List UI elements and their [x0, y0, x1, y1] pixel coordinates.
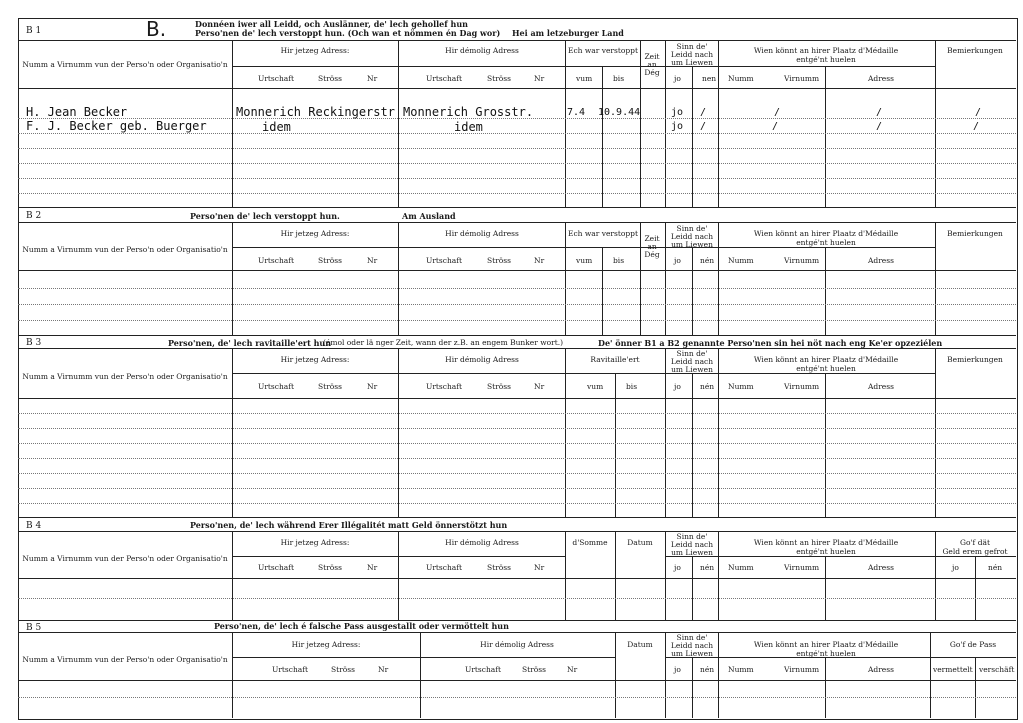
col-header-nr: Nr — [367, 256, 378, 265]
col-header-adress: Adress — [868, 256, 894, 265]
col-header-nr: Nr — [534, 563, 545, 572]
col-header-from: vum — [587, 382, 604, 391]
col-header-nr: Nr — [567, 665, 578, 674]
col-header-medal: entgé'nt huelen — [796, 364, 856, 373]
col-header-yes: jo — [674, 563, 681, 572]
entry-name: F. J. Becker geb. Buerger — [26, 119, 207, 133]
section-code: B 3 — [26, 338, 42, 348]
col-header-medal: Wien könnt an hirer Plaatz d'Médaille — [753, 229, 899, 238]
col-header-harm: um Liewen — [671, 58, 713, 67]
col-header-harm: Leidd nach — [670, 50, 714, 59]
col-header-harm: um Liewen — [671, 649, 713, 658]
col-header-medal: entgé'nt huelen — [796, 547, 856, 556]
col-header-street: Ströss — [487, 563, 511, 572]
entry-from: 7.4 — [567, 107, 586, 118]
col-header-no: nén — [700, 382, 715, 391]
col-header-time: Dég — [644, 68, 660, 77]
col-header-remarks: Bemierkungen — [947, 229, 1003, 238]
col-header-harm: Sinn de' — [676, 349, 708, 358]
col-header-harm: um Liewen — [671, 240, 713, 249]
section-code: B 5 — [26, 623, 42, 633]
col-header-former-address: Hir démolig Adress — [480, 640, 554, 649]
col-header-time: an — [647, 242, 657, 251]
col-header-sum: d'Somme — [572, 538, 608, 547]
col-header-current-address: Hir jetzeg Adress: — [280, 46, 350, 55]
col-header-town: Urtschaft — [465, 665, 502, 674]
col-header-street: Ströss — [318, 256, 342, 265]
col-header-harm: um Liewen — [671, 548, 713, 557]
col-header-from: vum — [576, 74, 593, 83]
col-header-no: nén — [700, 665, 715, 674]
col-header-numm: Numm — [728, 256, 754, 265]
col-header-no: nén — [988, 563, 1003, 572]
entry-current-address: idem — [262, 120, 291, 134]
col-header-harm: Leidd nach — [670, 540, 714, 549]
entry-current-address: Monnerich Reckingerstr — [236, 105, 395, 119]
col-header-nr: Nr — [367, 563, 378, 572]
col-header-to: bis — [613, 256, 625, 265]
section-title-extra: De' önner B1 a B2 genannte Perso'nen sin hei nöt nach eng Ke'er opzeziélen — [598, 338, 943, 348]
col-header-virnumm: Virnumm — [784, 382, 820, 391]
col-header-numm: Numm — [728, 563, 754, 572]
col-header-numm: Numm — [728, 74, 754, 83]
col-header-harm: Leidd nach — [670, 232, 714, 241]
section-title: Perso'nen, de' lech während Erer Illégalitét matt Geld önnerstötzt hun — [190, 520, 508, 530]
entry-former-address: Monnerich Grosstr. — [403, 105, 534, 119]
col-header-harm: um Liewen — [671, 365, 713, 374]
col-header-street: Ströss — [318, 74, 342, 83]
col-header-numm: Numm — [728, 382, 754, 391]
col-header-town: Urtschaft — [258, 74, 295, 83]
section-code: B 1 — [26, 26, 42, 36]
col-header-town: Urtschaft — [258, 563, 295, 572]
col-header-town: Urtschaft — [426, 256, 463, 265]
col-header-nr: Nr — [534, 256, 545, 265]
section-title-place: Am Ausland — [402, 211, 456, 221]
col-header-street: Ströss — [318, 563, 342, 572]
col-header-no: nen — [702, 74, 717, 83]
section-title: Perso'nen de' lech verstoppt hun. — [190, 211, 340, 221]
col-header-virnumm: Virnumm — [784, 74, 820, 83]
col-header-yes: jo — [952, 563, 959, 572]
col-header-virnumm: Virnumm — [784, 665, 820, 674]
col-header-to: bis — [613, 74, 625, 83]
col-header-name: Numm a Virnumm vun der Perso'n oder Organisatio'n — [22, 554, 228, 563]
col-header-street: Ströss — [487, 256, 511, 265]
col-header-medal: Wien könnt an hirer Plaatz d'Médaille — [753, 538, 899, 547]
section-title: Perso'nen, de' lech ravitaille'ert hun — [168, 338, 332, 348]
col-header-hidden: Ech war verstoppt — [567, 229, 639, 238]
col-header-harm: Sinn de' — [676, 532, 708, 541]
section-title: Donnéen iwer all Leidd, och Auslänner, de' lech gehollef hun — [195, 19, 468, 29]
col-header-medal: Wien könnt an hirer Plaatz d'Médaille — [753, 355, 899, 364]
section-title-note: (émol oder lä nger Zeit, wann der z.B. an engem Bunker wort.) — [323, 338, 564, 347]
col-header-time: an — [647, 60, 657, 69]
col-header-name: Numm a Virnumm vun der Perso'n oder Organisatio'n — [22, 60, 228, 69]
col-header-date: Datum — [627, 538, 653, 547]
col-header-adress: Adress — [868, 563, 894, 572]
col-header-town: Urtschaft — [258, 256, 295, 265]
col-header-medal: entgé'nt huelen — [796, 649, 856, 658]
col-header-medal: entgé'nt huelen — [796, 238, 856, 247]
entry-medal-numm: / — [774, 107, 781, 118]
col-header-time: Zeit — [644, 234, 660, 243]
col-header-nr: Nr — [534, 74, 545, 83]
col-header-town: Urtschaft — [426, 74, 463, 83]
col-header-virnumm: Virnumm — [784, 256, 820, 265]
col-header-remarks: Bemierkungen — [947, 355, 1003, 364]
entry-medal-adress: / — [876, 121, 883, 132]
col-header-yes: jo — [674, 74, 681, 83]
col-header-harm: Leidd nach — [670, 641, 714, 650]
col-header-time: Dég — [644, 250, 660, 259]
col-header-name: Numm a Virnumm vun der Perso'n oder Organisatio'n — [22, 655, 228, 664]
entry-yes: jo — [671, 107, 684, 118]
col-header-pass: Go'f de Pass — [949, 640, 997, 649]
col-header-no: nén — [700, 256, 715, 265]
col-header-hidden: Ech war verstoppt — [567, 46, 639, 55]
col-header-date: Datum — [627, 640, 653, 649]
col-header-former-address: Hir démolig Adress — [445, 229, 519, 238]
col-header-town: Urtschaft — [272, 665, 309, 674]
entry-medal-adress: / — [876, 107, 883, 118]
col-header-time: Zeit — [644, 52, 660, 61]
col-header-street: Ströss — [331, 665, 355, 674]
col-header-current-address: Hir jetzeg Adress: — [280, 538, 350, 547]
col-header-medal: entgé'nt huelen — [796, 55, 856, 64]
col-header-to: bis — [626, 382, 638, 391]
col-header-adress: Adress — [868, 382, 894, 391]
col-header-harm: Leidd nach — [670, 357, 714, 366]
col-header-former-address: Hir démolig Adress — [445, 538, 519, 547]
col-header-virnumm: Virnumm — [784, 563, 820, 572]
col-header-current-address: Hir jetzeg Adress: — [280, 355, 350, 364]
col-header-remarks: Bemierkungen — [947, 46, 1003, 55]
col-header-street: Ströss — [522, 665, 546, 674]
entry-medal-numm: / — [772, 121, 779, 132]
col-header-street: Ströss — [487, 74, 511, 83]
col-header-given: Geld erem gefrot — [942, 547, 1008, 556]
col-header-issued: vermettelt — [933, 665, 973, 674]
section-title: Perso'nen, de' lech é falsche Pass ausgestallt oder vermöttelt hun — [214, 621, 509, 631]
entry-yes: jo — [671, 121, 684, 132]
col-header-nr: Nr — [534, 382, 545, 391]
col-header-adress: Adress — [868, 74, 894, 83]
entry-no: / — [700, 121, 707, 132]
col-header-yes: jo — [674, 665, 681, 674]
col-header-name: Numm a Virnumm vun der Perso'n oder Organisatio'n — [22, 245, 228, 254]
entry-name: H. Jean Becker — [26, 105, 128, 119]
col-header-former-address: Hir démolig Adress — [445, 46, 519, 55]
col-header-name: Numm a Virnumm vun der Perso'n oder Organisatio'n — [22, 372, 228, 381]
col-header-street: Ströss — [487, 382, 511, 391]
col-header-nr: Nr — [378, 665, 389, 674]
col-header-current-address: Hir jetzeg Adress: — [291, 640, 361, 649]
col-header-street: Ströss — [318, 382, 342, 391]
col-header-yes: jo — [674, 256, 681, 265]
col-header-town: Urtschaft — [426, 382, 463, 391]
section-code: B 2 — [26, 211, 42, 221]
col-header-current-address: Hir jetzeg Adress: — [280, 229, 350, 238]
col-header-harm: Sinn de' — [676, 224, 708, 233]
section-title-place: Hei am letzeburger Land — [512, 28, 624, 38]
col-header-former-address: Hir démolig Adress — [445, 355, 519, 364]
col-header-yes: jo — [674, 382, 681, 391]
col-header-adress: Adress — [868, 665, 894, 674]
col-header-made: verschäft — [979, 665, 1015, 674]
entry-remarks: / — [973, 121, 980, 132]
form-letter: B. — [146, 17, 167, 41]
col-header-town: Urtschaft — [258, 382, 295, 391]
col-header-nr: Nr — [367, 74, 378, 83]
col-header-harm: Sinn de' — [676, 633, 708, 642]
col-header-medal: Wien könnt an hirer Plaatz d'Médaille — [753, 640, 899, 649]
col-header-supplied: Ravitaille'ert — [590, 355, 640, 364]
entry-to: 10.9.44 — [598, 107, 641, 118]
entry-no: / — [700, 107, 707, 118]
col-header-no: nén — [700, 563, 715, 572]
col-header-nr: Nr — [367, 382, 378, 391]
col-header-medal: Wien könnt an hirer Plaatz d'Médaille — [753, 46, 899, 55]
col-header-harm: Sinn de' — [676, 42, 708, 51]
col-header-from: vum — [576, 256, 593, 265]
entry-remarks: / — [975, 107, 982, 118]
section-title: Perso'nen de' lech verstoppt hun. (Och wan et nömmen én Dag wor) — [195, 28, 501, 38]
col-header-town: Urtschaft — [426, 563, 463, 572]
col-header-given: Go'f dät — [959, 538, 991, 547]
entry-former-address: idem — [454, 120, 483, 134]
section-code: B 4 — [26, 521, 42, 531]
col-header-numm: Numm — [728, 665, 754, 674]
